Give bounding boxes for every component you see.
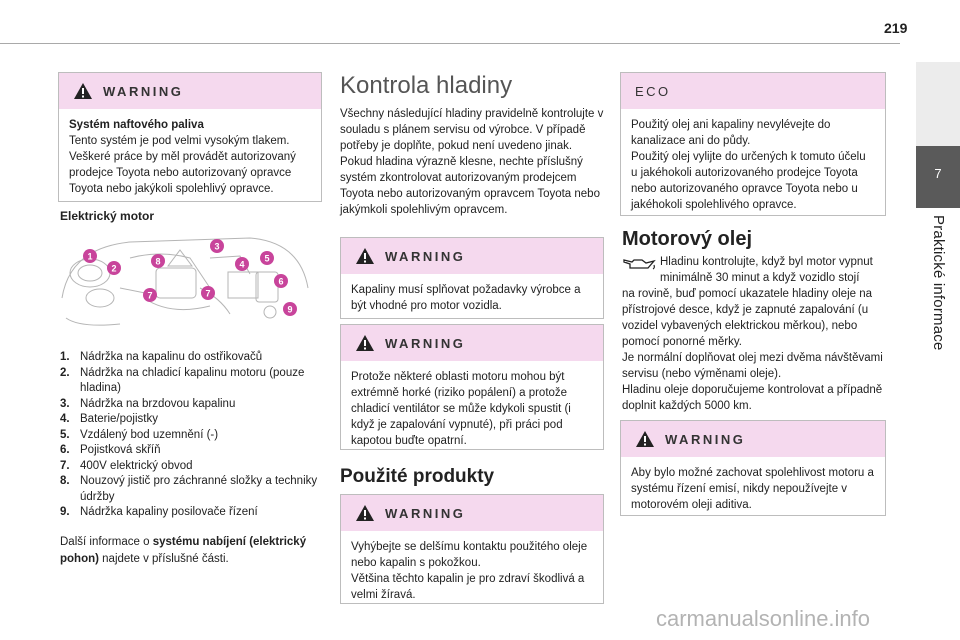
warning-label: WARNING bbox=[385, 335, 466, 351]
section-title-used-products: Použité produkty bbox=[340, 466, 495, 487]
warning-triangle-icon bbox=[355, 504, 375, 522]
warning-header bbox=[341, 325, 603, 361]
watermark: carmanualsonline.info bbox=[656, 606, 871, 631]
legend-item: 5. Vzdálený bod uzemnění (-) bbox=[60, 428, 219, 441]
warning-label: WARNING bbox=[103, 83, 184, 99]
oil-can-icon bbox=[622, 256, 656, 272]
side-tab-spacer bbox=[916, 62, 960, 146]
warning-text: Aby bylo možné zachovat spolehlivost motoru a systému řízení emisí, nikdy nepoužívejte v motorovém oleji aditiva. bbox=[631, 467, 874, 511]
warning-box-used-oil bbox=[340, 494, 604, 604]
header-rule bbox=[0, 43, 900, 44]
legend-item: 6. Pojistková skříň bbox=[60, 444, 161, 456]
legend-item: 3. Nádržka na brzdovou kapalinu bbox=[60, 397, 236, 410]
diagram-marker-8-label: 8 bbox=[155, 256, 161, 267]
warning-label: WARNING bbox=[385, 248, 466, 264]
legend-item: 2. Nádržka na chladicí kapalinu motoru (pouze hladina) bbox=[60, 366, 305, 394]
warning-triangle-icon bbox=[355, 247, 375, 265]
engine-diagram bbox=[60, 228, 312, 332]
diagram-marker-1-label: 1 bbox=[87, 251, 93, 262]
eco-label: ECO bbox=[635, 83, 671, 99]
legend-item: 1. Nádržka na kapalinu do ostřikovačů bbox=[60, 351, 263, 363]
oil-check-text: na rovině, buď pomocí ukazatele hladiny oleje na přístrojové desce, když je zapnuté zapalování (u vozidel vybavených elektrickou měrkou), nebo pomocí ponorné měrky. Je normální doplňovat olej mezi dvěma návštěvami servisu (nebo výměnami oleje). Hladinu oleje doporučujeme kontrolovat a případně doplnit každých 5000 km. bbox=[622, 288, 883, 412]
warning-triangle-icon bbox=[635, 430, 655, 448]
page-number: 219 bbox=[884, 20, 908, 36]
warning-box-fluids bbox=[340, 237, 604, 319]
warning-triangle-icon bbox=[73, 82, 93, 100]
chapter-number: 7 bbox=[934, 166, 942, 181]
legend-item: 9. Nádržka kapaliny posilovače řízení bbox=[60, 506, 258, 518]
diagram-marker-2-label: 2 bbox=[111, 263, 117, 274]
legend-item: 8. Nouzový jistič pro záchranné složky a techniky údržby bbox=[60, 475, 318, 503]
eco-text: Použitý olej ani kapaliny nevylévejte do kanalizace ani do půdy. Použitý olej vylijte do určených k tomuto účelu u jakéhokoli autorizovaného prodejce Toyota nebo autorizovaného opravce Toyota nebo u jakéhokoli spolehlivého opravce. bbox=[631, 119, 866, 211]
section-title-fluid-levels: Kontrola hladiny bbox=[340, 72, 513, 99]
engine-heading: Elektrický motor bbox=[60, 209, 155, 223]
diagram-marker-5-label: 5 bbox=[264, 253, 270, 264]
warning-text: Tento systém je pod velmi vysokým tlakem. Veškeré práce by měl provádět autorizovaný prodejce Toyota nebo autorizovaný opravce Toyota nebo jakýkoli spolehlivý opravce. bbox=[69, 135, 296, 195]
warning-box-oil-additives bbox=[620, 420, 886, 516]
charging-reference: Další informace o systému nabíjení (elektrický pohon) najdete v příslušné části. bbox=[60, 536, 307, 565]
warning-header bbox=[621, 421, 885, 457]
warning-title: Systém naftového paliva bbox=[69, 119, 204, 131]
diagram-marker-7a-label: 7 bbox=[147, 290, 153, 301]
eco-header bbox=[621, 73, 885, 109]
warning-header bbox=[341, 238, 603, 274]
warning-text: Kapaliny musí splňovat požadavky výrobce a být vhodné pro motor vozidla. bbox=[351, 284, 581, 312]
chapter-tab[interactable] bbox=[916, 146, 960, 208]
warning-box-hot-engine bbox=[340, 324, 604, 450]
diagram-marker-3-label: 3 bbox=[214, 241, 220, 252]
legend-item: 7. 400V elektrický obvod bbox=[60, 459, 193, 472]
diagram-marker-6-label: 6 bbox=[278, 276, 284, 287]
warning-body bbox=[59, 109, 321, 205]
warning-text: Protože některé oblasti motoru mohou být extrémně horké (riziko popálení) a protože chladicí ventilátor se může kdykoli spustit (i když je zapalování vypnuté), při práci pod kapotou buďte opatrní. bbox=[351, 371, 571, 447]
warning-header bbox=[59, 73, 321, 109]
diagram-marker-9-label: 9 bbox=[287, 304, 293, 315]
eco-box bbox=[620, 72, 886, 216]
warning-box-fuel bbox=[58, 72, 322, 202]
fluid-levels-intro: Všechny následující hladiny pravidelně kontrolujte v souladu s plánem servisu od výrobce. V případě potřeby je doplňte, pokud není uvedeno jinak. Pokud hladina výrazně klesne, nechte příslušný systém zkontrolovat autorizovaným prodejcem Toyota nebo autorizovaným opravcem Toyota nebo jakýmkoli spolehlivým opravcem. bbox=[340, 108, 604, 216]
warning-label: WARNING bbox=[665, 431, 746, 447]
oil-check-text-first: Hladinu kontrolujte, když byl motor vypnut minimálně 30 minut a když vozidlo stojí bbox=[660, 256, 873, 284]
diagram-marker-7b-label: 7 bbox=[205, 288, 211, 299]
diagram-marker-4-label: 4 bbox=[239, 259, 245, 270]
warning-header bbox=[341, 495, 603, 531]
warning-label: WARNING bbox=[385, 505, 466, 521]
warning-triangle-icon bbox=[355, 334, 375, 352]
legend-item: 4. Baterie/pojistky bbox=[60, 413, 158, 425]
engine-legend bbox=[60, 350, 320, 521]
chapter-title: Praktické informace bbox=[930, 215, 947, 351]
section-title-engine-oil: Motorový olej bbox=[622, 228, 753, 250]
warning-text: Vyhýbejte se delšímu kontaktu použitého oleje nebo kapalin s pokožkou. Většina těchto kapalin je pro zdraví škodlivá a velmi žíravá. bbox=[351, 541, 588, 601]
